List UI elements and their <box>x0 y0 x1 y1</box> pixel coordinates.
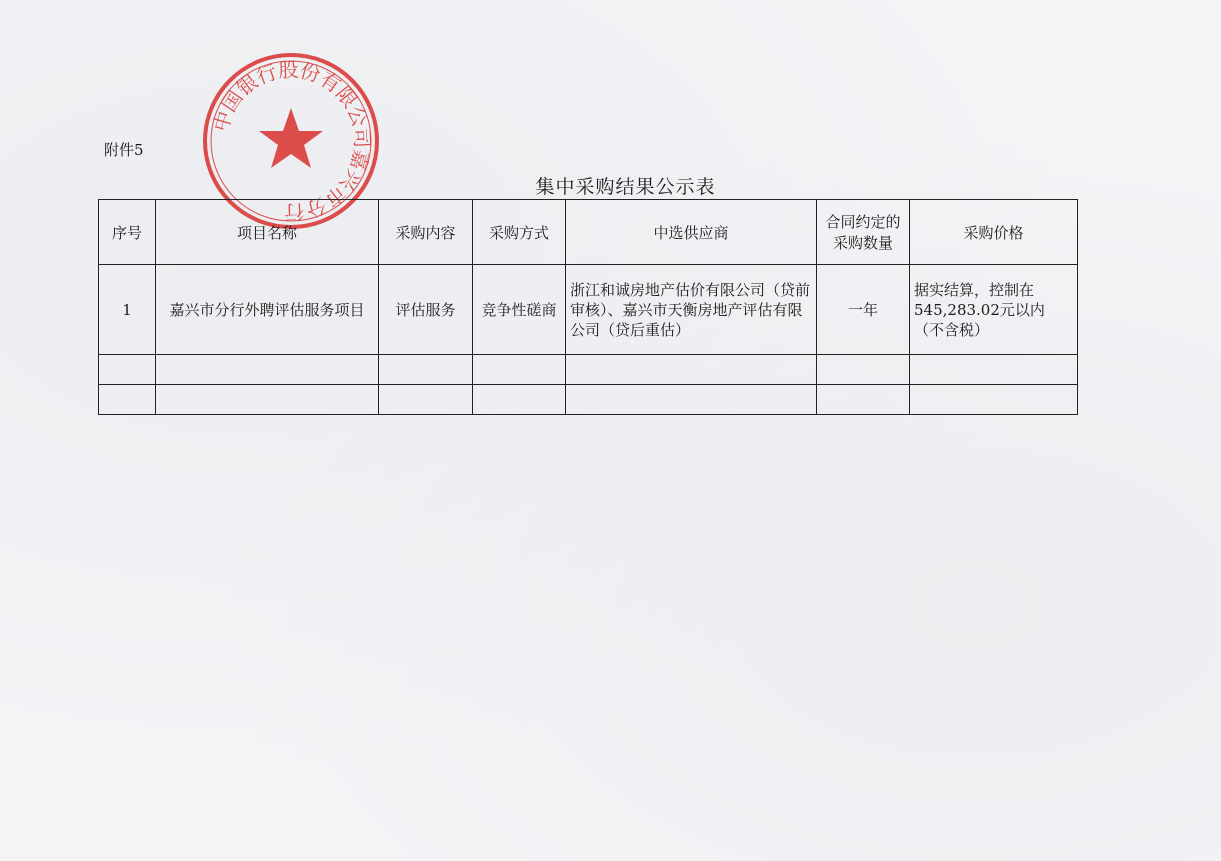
header-project: 项目名称 <box>156 200 379 265</box>
header-quantity: 合同约定的采购数量 <box>817 200 910 265</box>
empty-row <box>99 355 1078 385</box>
header-no: 序号 <box>99 200 156 265</box>
empty-row <box>99 385 1078 415</box>
cell-supplier: 浙江和诚房地产估价有限公司（贷前审核）、嘉兴市天衡房地产评估有限公司（贷后重估） <box>566 265 817 355</box>
results-table <box>98 199 1078 415</box>
cell-no: 1 <box>99 265 156 355</box>
document-title: 集中采购结果公示表 <box>535 176 716 198</box>
header-content: 采购内容 <box>379 200 473 265</box>
header-method: 采购方式 <box>473 200 566 265</box>
cell-quantity: 一年 <box>817 265 910 355</box>
seal-star <box>259 108 323 168</box>
cell-method: 竞争性磋商 <box>473 265 566 355</box>
table-row <box>99 265 1078 355</box>
table-header-row <box>99 200 1078 265</box>
attachment-label: 附件5 <box>104 141 144 159</box>
header-supplier: 中选供应商 <box>566 200 817 265</box>
seal-text: 中国银行股份有限公司嘉兴市分行 <box>208 57 375 225</box>
cell-price: 据实结算，控制在545,283.02元以内（不含税） <box>910 265 1078 355</box>
cell-project: 嘉兴市分行外聘评估服务项目 <box>156 265 379 355</box>
cell-content: 评估服务 <box>379 265 473 355</box>
header-price: 采购价格 <box>910 200 1078 265</box>
